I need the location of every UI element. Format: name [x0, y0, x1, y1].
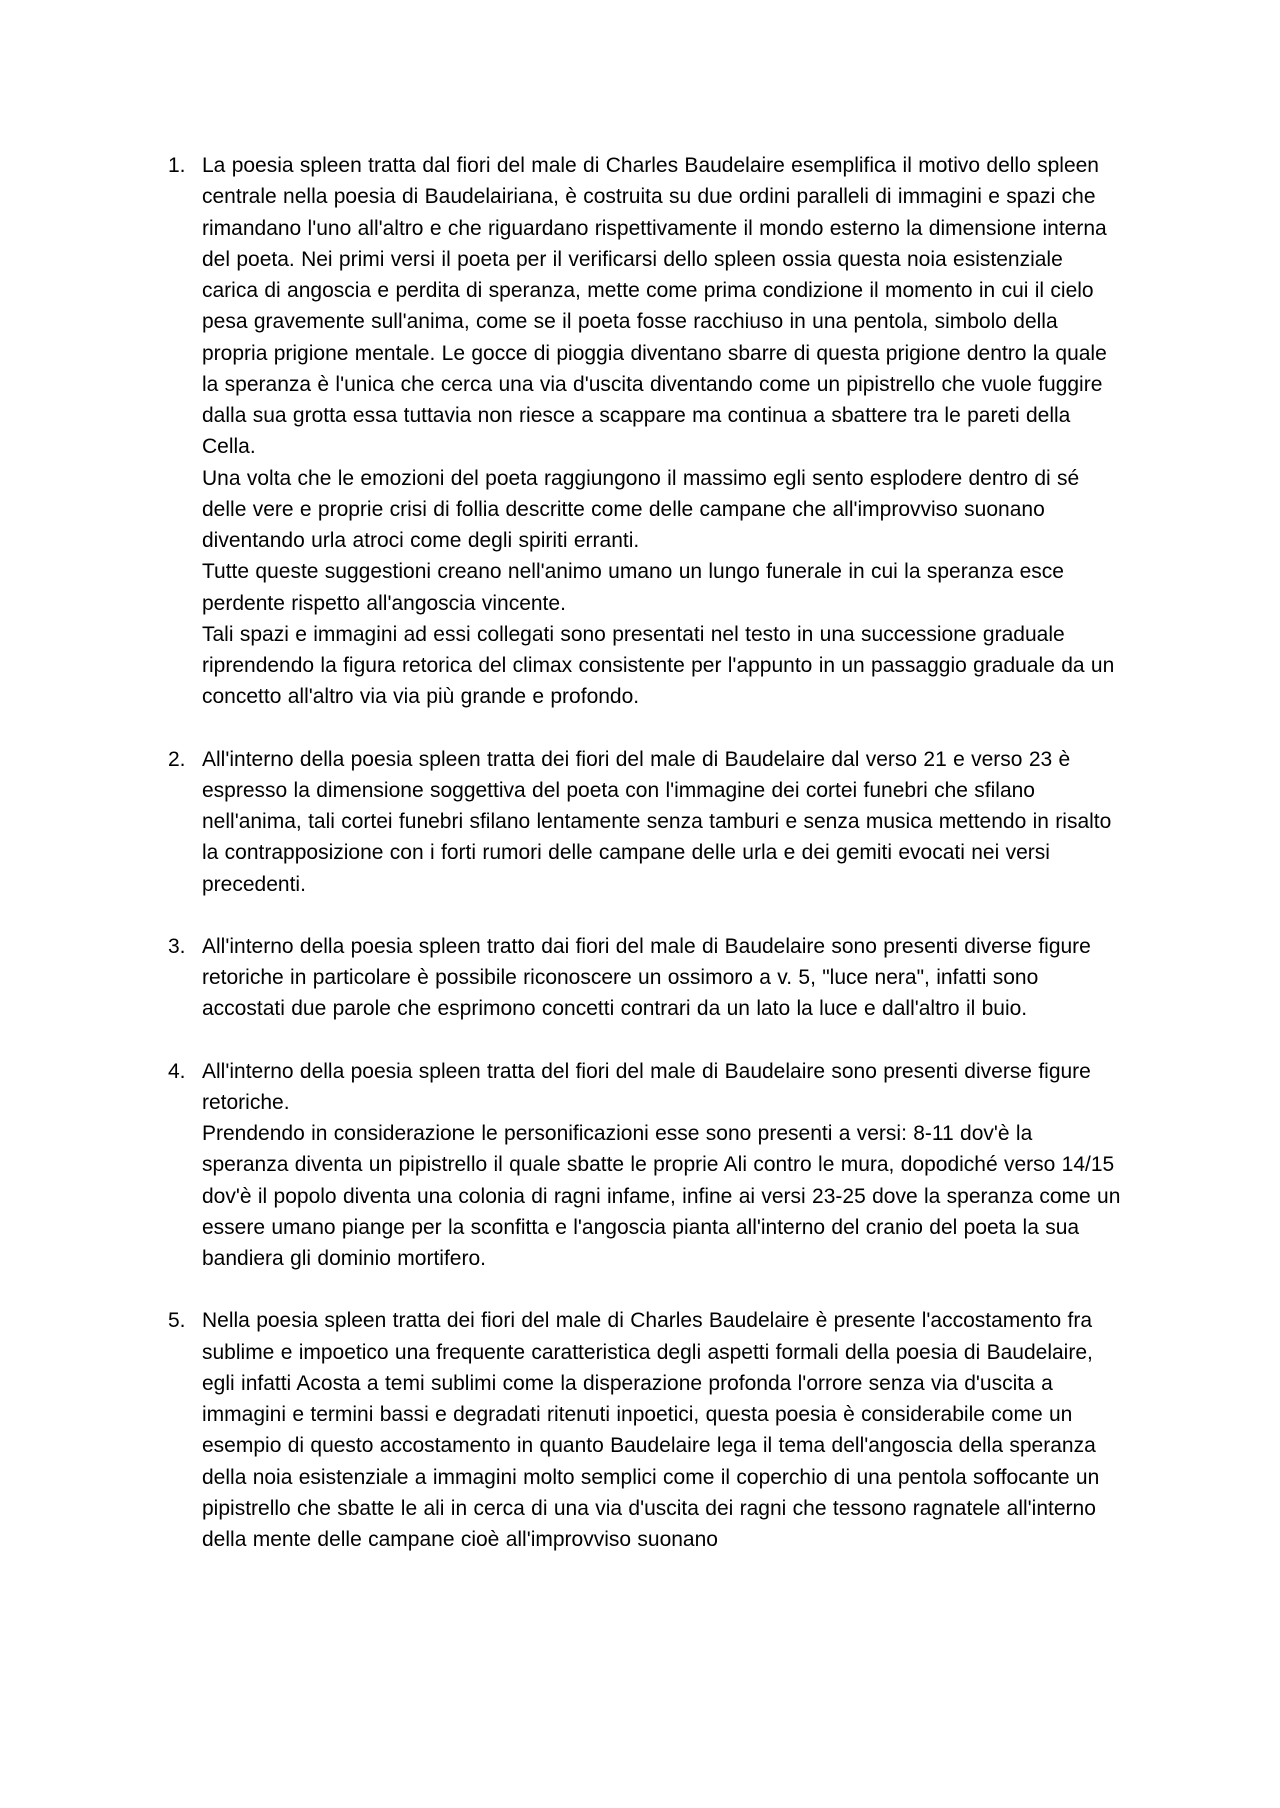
paragraph: Prendendo in considerazione le personificazioni esse sono presenti a versi: 8-11 dov'è la speranza diventa un pipistrello il quale sbatte le proprie Ali contro le mura, dopodiché verso 14/15 dov'è il popolo diventa una colonia di ragni infame, infine ai versi 23-25 dove la speranza come un essere umano piange per la sconfitta e l'angoscia pianta all'interno del cranio del poeta la sua bandiera gli dominio mortifero. — [202, 1122, 1121, 1270]
paragraph: Tali spazi e immagini ad essi collegati sono presentati nel testo in una successione graduale riprendendo la figura retorica del climax consistente per l'appunto in un passaggio graduale da un concetto all'altro via via più grande e profondo. — [202, 622, 1115, 709]
list-item — [168, 744, 1122, 900]
paragraph: All'interno della poesia spleen tratta del fiori del male di Baudelaire sono presenti diverse figure retoriche. — [202, 1059, 1091, 1114]
list-item-number: 3. — [168, 934, 186, 958]
list-item-number: 2. — [168, 747, 186, 771]
paragraph: La poesia spleen tratta dal fiori del male di Charles Baudelaire esemplifica il motivo dello spleen centrale nella poesia di Baudelairiana, è costruita su due ordini paralleli di immagini e spazi che rimandano l'uno all'altro e che riguardano rispettivamente il mondo esterno la dimensione interna del poeta. Nei primi versi il poeta per il verificarsi dello spleen ossia questa noia esistenziale carica di angoscia e perdita di speranza, mette come prima condizione il momento in cui il cielo pesa gravemente sull'anima, come se il poeta fosse racchiuso in una pentola, simbolo della propria prigione mentale. Le gocce di pioggia diventano sbarre di questa prigione dentro la quale la speranza è l'unica che cerca una via d'uscita diventando come un pipistrello che vuole fuggire dalla sua grotta essa tuttavia non riesce a scappare ma continua a sbattere tra le pareti della Cella. — [202, 154, 1107, 459]
paragraph: Una volta che le emozioni del poeta raggiungono il massimo egli sento esplodere dentro di sé delle vere e proprie crisi di follia descritte come delle campane che all'improvviso suonano diventando urla atroci come degli spiriti erranti. — [202, 466, 1080, 552]
list-item-body — [202, 150, 1122, 713]
list-item — [168, 1305, 1122, 1555]
paragraph: All'interno della poesia spleen tratta dei fiori del male di Baudelaire dal verso 21 e verso 23 è espresso la dimensione soggettiva del poeta con l'immagine dei cortei funebri che sfilano nell'anima, tali cortei funebri sfilano lentamente senza tamburi e senza musica mettendo in risalto la contrapposizione con i forti rumori delle campane delle urla e dei gemiti evocati nei versi precedenti. — [202, 747, 1112, 896]
paragraph: All'interno della poesia spleen tratto dai fiori del male di Baudelaire sono presenti diverse figure retoriche in particolare è possibile riconoscere un ossimoro a v. 5, "luce nera", infatti sono accostati due parole che esprimono concetti contrari da un lato la luce e dall'altro il buio. — [202, 934, 1091, 1021]
paragraph: Nella poesia spleen tratta dei fiori del male di Charles Baudelaire è presente l'accostamento fra sublime e impoetico una frequente caratteristica degli aspetti formali della poesia di Baudelaire, egli infatti Acosta a temi sublimi come la disperazione profonda l'orrore senza via d'uscita a immagini e termini bassi e degradati ritenuti inpoetici, questa poesia è considerabile come un esempio di questo accostamento in quanto Baudelaire lega il tema dell'angoscia della speranza della noia esistenziale a immagini molto semplici come il coperchio di una pentola soffocante un pipistrello che sbatte le ali in cerca di una via d'uscita dei ragni che tessono ragnatele all'interno della mente delle campane cioè all'improvviso suonano — [202, 1309, 1100, 1551]
paragraph: Tutte queste suggestioni creano nell'animo umano un lungo funerale in cui la speranza esce perdente rispetto all'angoscia vincente. — [202, 560, 1064, 615]
list-item-body — [202, 1056, 1122, 1275]
list-item — [168, 1056, 1122, 1275]
list-item-number: 4. — [168, 1059, 186, 1083]
numbered-list — [168, 150, 1122, 1555]
list-item-body — [202, 744, 1122, 900]
list-item-body — [202, 1305, 1122, 1555]
list-item — [168, 931, 1122, 1025]
list-item-number: 5. — [168, 1309, 186, 1333]
list-item-number: 1. — [168, 154, 186, 177]
list-item — [168, 150, 1122, 713]
list-item-body — [202, 931, 1122, 1025]
